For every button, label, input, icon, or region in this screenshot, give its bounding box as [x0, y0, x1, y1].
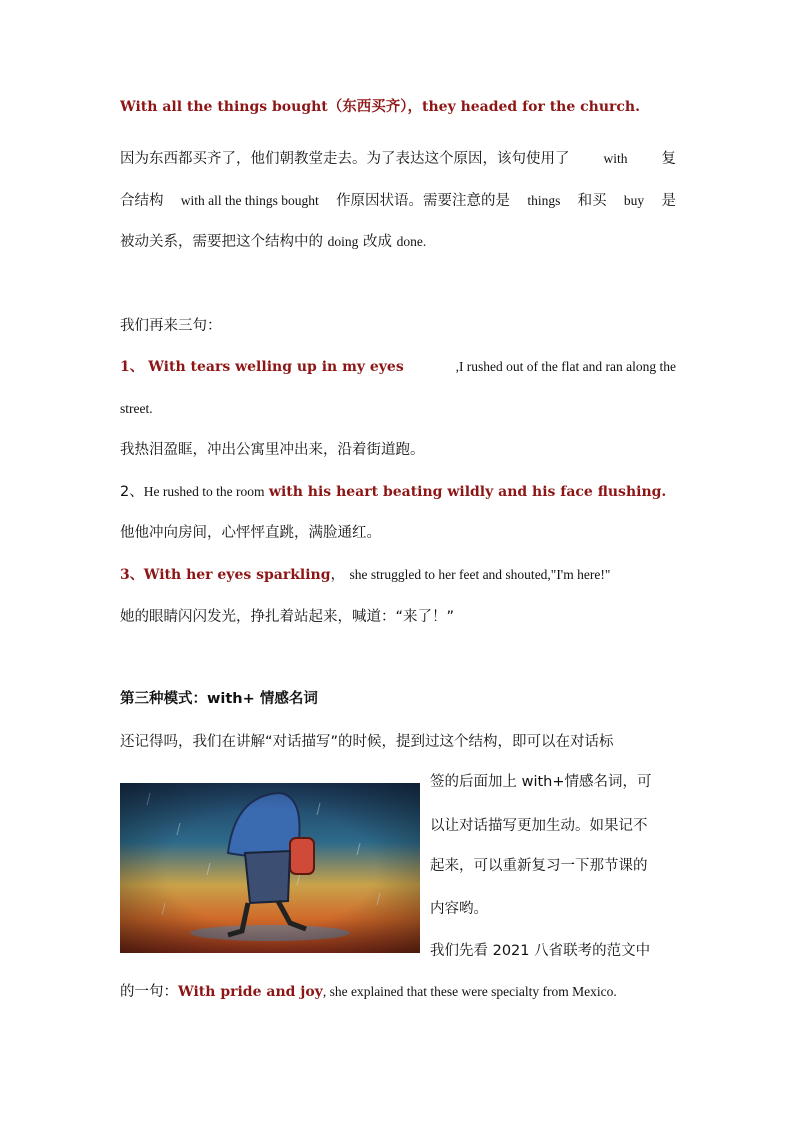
wrap-line-5: 我们先看 2021 八省联考的范文中: [430, 943, 651, 959]
example-1: [120, 357, 676, 377]
wrap-line-4: 内容哟。: [430, 901, 488, 917]
section-title: 第三种模式：with+ 情感名词: [120, 691, 318, 707]
sad-child-rain-illustration: [120, 783, 420, 953]
example-1-cont: street.: [120, 401, 153, 416]
explanation-line-3: [120, 232, 676, 252]
example-2: [120, 482, 676, 502]
example-3: [120, 565, 676, 585]
explanation-line-1: [120, 149, 676, 169]
text: with: [603, 151, 628, 166]
text: done.: [396, 234, 427, 249]
example-2-zh: 他他冲向房间，心怦怦直跳，满脸通红。: [120, 525, 381, 541]
example-bold: With pride and joy: [178, 984, 323, 1000]
example-bold: With her eyes sparkling: [143, 567, 331, 583]
example-plain: He rushed to the room: [143, 484, 265, 499]
heading-zh: （东西买齐），: [327, 98, 423, 115]
text: 和买: [577, 193, 607, 209]
wrap-line-1: 签的后面加上 with+情感名词，可: [430, 774, 652, 790]
wrap-line-2: 以让对话描写更加生动。如果记不: [430, 818, 648, 834]
text: 被动关系，需要把这个结构中的: [120, 234, 323, 250]
mode3-line-1: 还记得吗，我们在讲解“对话描写”的时候，提到过这个结构，即可以在对话标: [120, 734, 614, 750]
text: 作原因状语。需要注意的是: [336, 193, 511, 209]
example-number: 3、: [120, 567, 144, 583]
intro-three: 我们再来三句：: [120, 318, 222, 334]
text: things: [527, 193, 561, 208]
example-rest: ,I rushed out of the flat and ran along the: [455, 359, 676, 374]
text: buy: [623, 193, 645, 208]
text: ，: [330, 567, 346, 583]
example-rest: she struggled to her feet and shouted,"I'm here!": [349, 567, 611, 582]
explanation-line-2: [120, 191, 676, 211]
wrap-line-3: 起来，可以重新复习一下那节课的: [430, 858, 648, 874]
text: with all the things bought: [180, 193, 319, 208]
text: 是: [661, 193, 676, 209]
mode3-example: [120, 982, 676, 1002]
example-number: 2、: [120, 484, 144, 500]
text: 合结构: [120, 193, 164, 209]
text: 因为东西都买齐了，他们朝教堂走去。为了表达这个原因，该句使用了: [120, 151, 570, 167]
example-3-zh: 她的眼睛闪闪发光，挣扎着站起来，喊道：“来了！”: [120, 609, 455, 625]
example-1-zh: 我热泪盈眶，冲出公寓里冲出来，沿着街道跑。: [120, 442, 425, 458]
example-bold: with his heart beating wildly and his face flushing.: [268, 484, 667, 500]
heading-rest: they headed for the church.: [422, 99, 640, 115]
text: 改成: [362, 234, 392, 250]
text: doing: [327, 234, 359, 249]
text: 的一句：: [120, 984, 178, 1000]
example-number: 1、: [120, 359, 144, 375]
heading-sentence: [120, 97, 676, 117]
example-bold: With tears welling up in my eyes: [148, 359, 404, 375]
example-rest: , she explained that these were specialty from Mexico.: [322, 984, 617, 999]
text: 复: [661, 151, 676, 167]
illustration-image: [120, 783, 420, 953]
heading-en: With all the things bought: [120, 99, 328, 115]
